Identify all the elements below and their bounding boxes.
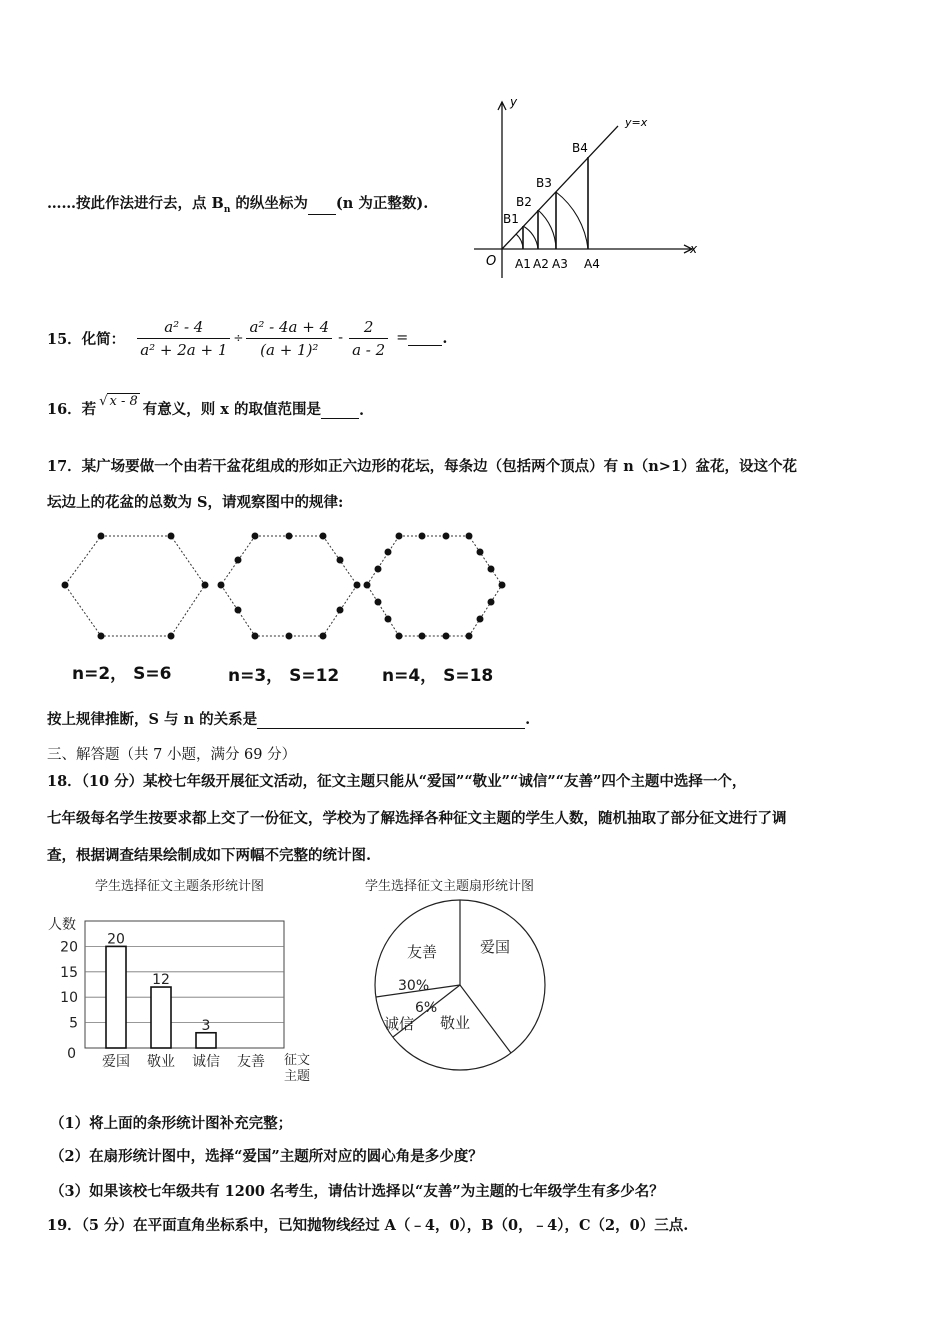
q15-fraction-2 bbox=[246, 318, 332, 359]
label-b3: B3 bbox=[536, 176, 552, 190]
q15-frac3-numerator: 2 bbox=[349, 318, 388, 339]
pie-label-youshan: 友善 bbox=[407, 943, 438, 961]
pie-label-jingye: 敬业 bbox=[440, 1014, 471, 1032]
q15-label: 15．化简： bbox=[47, 330, 126, 348]
hexagon-n2 bbox=[65, 536, 205, 636]
q18-sub-3: （3）如果该校七年级共有 1200 名考生，请估计选择以“友善”为主题的七年级学生有多少名？ bbox=[50, 1183, 664, 1200]
category-label-友善: 友善 bbox=[237, 1054, 265, 1070]
q15-frac1-denominator: a² + 2a + 1 bbox=[140, 340, 228, 359]
q14-text-suffix: 的纵坐标为 bbox=[230, 195, 308, 212]
hexagon-figures bbox=[55, 528, 515, 648]
q14-answer-blank[interactable] bbox=[308, 200, 336, 215]
q17-line-1: 17．某广场要做一个由若干盆花组成的形如正六边形的花坛，每条边（包括两个顶点）有 n（n>1）盆花，设这个花 bbox=[47, 458, 798, 475]
label-b4: B4 bbox=[572, 141, 588, 155]
ytick-label-10: 10 bbox=[60, 990, 78, 1007]
q16-radicand: x - 8 bbox=[109, 394, 138, 409]
label-b2: B2 bbox=[516, 195, 532, 209]
pie-percent-youshan: 30% bbox=[398, 978, 430, 994]
q15 bbox=[47, 313, 447, 363]
category-label-诚信: 诚信 bbox=[192, 1054, 220, 1070]
pie-chart-title: 学生选择征文主题扇形统计图 bbox=[365, 879, 535, 894]
category-label-敬业: 敬业 bbox=[147, 1054, 175, 1070]
q18-sub-1: （1）将上面的条形统计图补充完整； bbox=[50, 1115, 293, 1132]
line-label: y=x bbox=[625, 116, 648, 129]
q18-line-1: 18．（10 分）某校七年级开展征文活动，征文主题只能从“爱国”“敬业”“诚信”“友善”四个主题中选择一个， bbox=[47, 773, 747, 790]
bar-chart-categories bbox=[102, 1053, 265, 1070]
q14-text-prefix: ……按此作法进行去，点 B bbox=[47, 195, 224, 212]
bar-value-label-爱国: 20 bbox=[107, 931, 125, 948]
q16-answer-blank[interactable] bbox=[321, 404, 359, 419]
x-axis-label: x bbox=[690, 242, 698, 256]
q15-fraction-1 bbox=[137, 318, 230, 359]
pie-percent-chengxin: 6% bbox=[415, 1000, 438, 1016]
ytick-label-15: 15 bbox=[60, 964, 78, 981]
bar-chart-yticks bbox=[60, 939, 78, 1062]
category-label-爱国: 爱国 bbox=[102, 1054, 130, 1070]
bar-chart-xlabel-part1: 征文 bbox=[284, 1053, 311, 1068]
bar-chart-ylabel: 人数 bbox=[48, 917, 76, 933]
arc-4 bbox=[556, 192, 588, 249]
q18-sub-2: （2）在扇形统计图中，选择“爱国”主题所对应的圆心角是多少度？ bbox=[50, 1148, 483, 1165]
q19-line-1: 19．（5 分）在平面直角坐标系中，已知抛物线经过 A（﹣4，0），B（0，﹣4），C（2，0）三点. bbox=[47, 1217, 689, 1234]
q17-answer-blank[interactable] bbox=[257, 714, 525, 729]
q15-equals: = bbox=[396, 330, 409, 346]
bar-chart-title: 学生选择征文主题条形统计图 bbox=[95, 879, 265, 894]
q16-suffix: 有意义，则 x 的取值范围是 bbox=[142, 401, 321, 418]
caption-n2: n=2， S=6 bbox=[72, 664, 172, 684]
arc-3 bbox=[538, 210, 556, 249]
origin-label: O bbox=[486, 254, 497, 269]
q15-frac2-denominator: (a + 1)² bbox=[260, 340, 319, 359]
pie-label-aiguo: 爱国 bbox=[480, 938, 511, 956]
bar-value-label-敬业: 12 bbox=[152, 972, 170, 989]
ytick-label-5: 5 bbox=[69, 1015, 78, 1032]
q15-frac3-denominator: a - 2 bbox=[352, 340, 386, 359]
bar-诚信 bbox=[196, 1033, 216, 1048]
pie-chart bbox=[360, 870, 560, 1080]
q17-infer-end: . bbox=[525, 711, 531, 728]
bar-敬业 bbox=[151, 987, 171, 1048]
bar-chart-bars bbox=[106, 931, 216, 1048]
q14-text bbox=[47, 192, 428, 215]
hexagon-n2-pots bbox=[62, 533, 209, 640]
q15-end: . bbox=[442, 329, 448, 347]
arc-2 bbox=[523, 226, 538, 249]
pie-label-chengxin: 诚信 bbox=[384, 1015, 415, 1033]
q16 bbox=[47, 394, 365, 419]
q17-infer-prefix: 按上规律推断，S 与 n 的关系是 bbox=[47, 711, 258, 728]
ytick-label-20: 20 bbox=[60, 939, 78, 956]
caption-n3: n=3， S=12 bbox=[228, 666, 340, 686]
q15-frac2-numerator: a² - 4a + 4 bbox=[246, 318, 332, 339]
label-a3: A3 bbox=[552, 257, 568, 271]
label-a4: A4 bbox=[584, 257, 600, 271]
label-b1: B1 bbox=[503, 212, 519, 226]
q17-line-2: 坛边上的花盆的总数为 S，请观察图中的规律: bbox=[47, 494, 344, 511]
q16-prefix: 16．若 bbox=[47, 401, 97, 418]
section-3-title: 三、解答题（共 7 小题，满分 69 分） bbox=[47, 747, 297, 763]
caption-n4: n=4， S=18 bbox=[382, 666, 494, 686]
bar-爱国 bbox=[106, 946, 126, 1048]
hexagon-n4-pots bbox=[364, 533, 506, 640]
q15-fraction-3 bbox=[349, 318, 388, 359]
q16-radical: √ x - 8 bbox=[99, 394, 138, 409]
q14-subscript: n bbox=[223, 204, 231, 215]
q17-infer bbox=[47, 708, 530, 729]
bar-value-label-诚信: 3 bbox=[201, 1017, 211, 1034]
bar-chart-xlabel-part2: 主题 bbox=[284, 1069, 311, 1084]
hexagon-n3-pots bbox=[218, 533, 361, 640]
q18-line-2: 七年级每名学生按要求都上交了一份征文，学校为了解选择各种征文主题的学生人数，随机抽取了部分征文进行了调 bbox=[47, 810, 787, 827]
q15-divide: ÷ bbox=[233, 331, 244, 345]
line-y-eq-x bbox=[502, 126, 618, 249]
q15-frac1-numerator: a² - 4 bbox=[137, 318, 230, 339]
q15-minus: - bbox=[338, 330, 344, 346]
ytick-label-0: 0 bbox=[67, 1046, 76, 1062]
q14-text-paren: (n 为正整数). bbox=[335, 195, 429, 212]
y-axis-label: y bbox=[510, 95, 518, 109]
q18-line-3: 查，根据调查结果绘制成如下两幅不完整的统计图. bbox=[47, 847, 372, 864]
hexagon-n3 bbox=[221, 536, 357, 636]
label-a2: A2 bbox=[533, 257, 549, 271]
q15-answer-blank[interactable] bbox=[408, 331, 442, 346]
q16-end: . bbox=[359, 402, 365, 419]
bar-chart bbox=[40, 874, 330, 1094]
label-a1: A1 bbox=[515, 257, 531, 271]
q14-graph bbox=[470, 92, 710, 282]
arc-1 bbox=[516, 234, 523, 249]
